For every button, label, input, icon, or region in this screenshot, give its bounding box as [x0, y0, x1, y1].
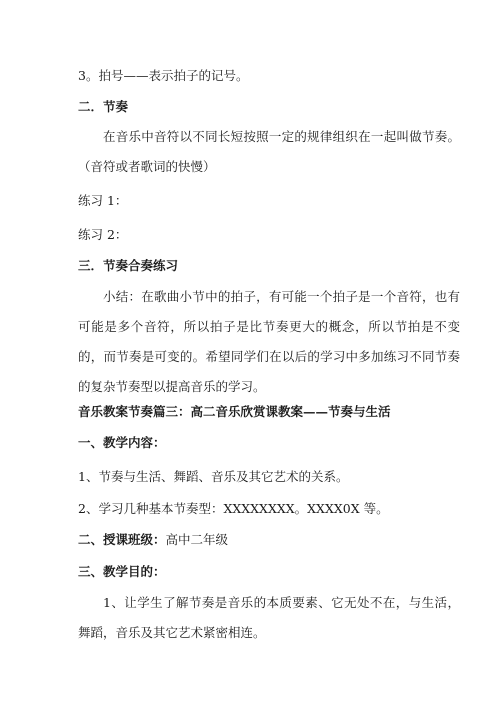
heading-teaching-objectives: 三、教学目的：: [78, 564, 166, 579]
class-info-line: [78, 532, 458, 548]
heading-teaching-content: 一、教学内容：: [78, 435, 166, 450]
heading-class-label: 二、授课班级：: [78, 532, 166, 547]
text-line-time-signature: 3。拍号——表示拍子的记号。: [78, 68, 249, 83]
class-value: 高中二年级: [165, 532, 229, 547]
content-item-1: 1、节奏与生活、舞蹈、音乐及其它艺术的关系。: [78, 469, 349, 484]
heading-lesson-plan-3: 音乐教案节奏篇三：高二音乐欣赏课教案——节奏与生活: [78, 404, 391, 419]
objective-item-1: 1、让学生了解节奏是音乐的本质要素、它无处不在，与生活，舞蹈，音乐及其它艺术紧密相连。: [78, 595, 460, 640]
exercise-2-label: 练习 2：: [78, 227, 128, 242]
exercise-1-label: 练习 1：: [78, 193, 128, 208]
content-item-2: 2、学习几种基本节奏型：XXXXXXXX。XXXX0X 等。: [78, 501, 389, 516]
heading-rhythm-ensemble: 三．节奏合奏练习: [78, 258, 179, 273]
paragraph-rhythm-definition: 在音乐中音符以不同长短按照一定的规律组织在一起叫做节奏。（音符或者歌词的快慢）: [78, 129, 460, 174]
heading-rhythm: 二．节奏: [78, 99, 129, 114]
paragraph-summary: 小结：在歌曲小节中的拍子，有可能一个拍子是一个音符，也有可能是多个音符，所以拍子是比节奏更大的概念，所以节拍是不变的，而节奏是可变的。希望同学们在以后的学习中多加练习不同节奏的复杂节奏型以提高音乐的学习。: [78, 289, 460, 394]
